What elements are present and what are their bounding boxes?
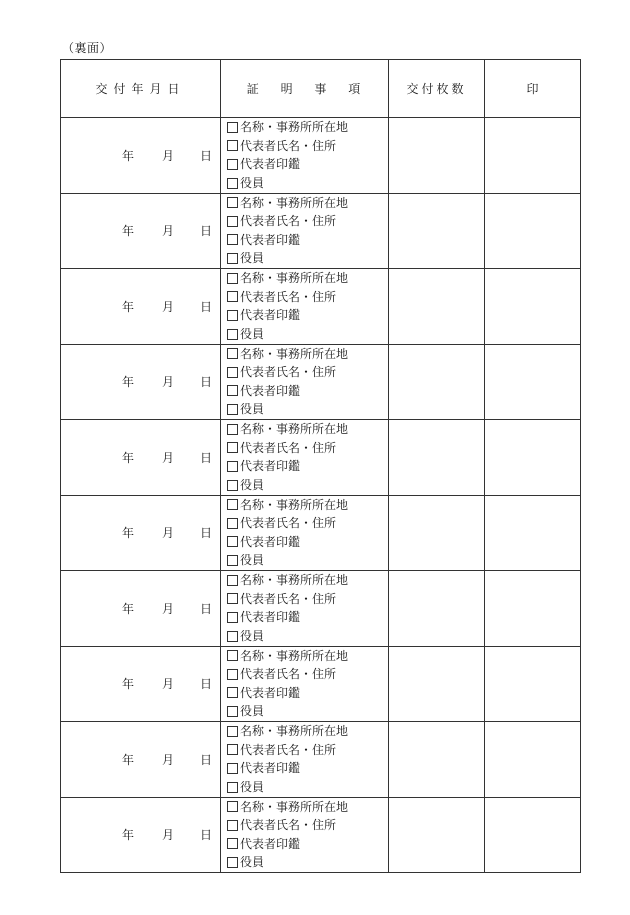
certified-item-option[interactable] — [227, 439, 388, 458]
certified-item-option[interactable] — [227, 722, 388, 741]
certified-item-label: 名称・事務所所在地 — [240, 120, 349, 134]
table-row — [61, 495, 581, 571]
checkbox[interactable] — [227, 159, 238, 170]
checkbox[interactable] — [227, 726, 238, 737]
certified-item-option[interactable] — [227, 741, 388, 760]
day-label: 日 — [199, 224, 212, 239]
certified-item-label: 名称・事務所所在地 — [240, 648, 349, 663]
certified-items-cell — [221, 344, 389, 420]
day-label: 日 — [199, 828, 212, 843]
certified-item-label: 名称・事務所所在地 — [240, 724, 349, 738]
checkbox[interactable] — [227, 555, 238, 566]
certified-items-cell — [221, 495, 389, 571]
checkbox[interactable] — [227, 782, 238, 793]
certified-item-label: 役員 — [240, 704, 265, 719]
table-body — [61, 118, 581, 873]
certified-item-option[interactable] — [227, 702, 388, 721]
certified-item-option[interactable] — [227, 363, 388, 382]
month-label: 月 — [161, 752, 174, 767]
certified-item-option[interactable] — [227, 174, 388, 193]
date-units — [61, 222, 220, 239]
seal-cell[interactable] — [485, 118, 581, 194]
certified-item-label: 代表者氏名・住所 — [240, 440, 337, 455]
certified-item-option[interactable] — [227, 457, 388, 476]
certified-items-cell — [221, 646, 389, 722]
year-label: 年 — [121, 148, 134, 163]
header-seal: 印 — [485, 60, 581, 118]
certified-item-label: 代表者印鑑 — [240, 534, 301, 549]
checkbox[interactable] — [227, 650, 238, 661]
certified-items-cell — [221, 571, 389, 647]
seal-cell[interactable] — [485, 646, 581, 722]
certified-item-option[interactable] — [227, 778, 388, 797]
certified-item-label: 代表者氏名・住所 — [240, 365, 337, 380]
checkbox[interactable] — [227, 385, 238, 396]
certified-item-option[interactable] — [227, 590, 388, 609]
certified-item-label: 代表者氏名・住所 — [240, 818, 337, 833]
certified-item-option[interactable] — [227, 533, 388, 552]
year-label: 年 — [121, 828, 134, 843]
checkbox[interactable] — [227, 612, 238, 623]
certified-item-option[interactable] — [227, 759, 388, 778]
certified-item-label: 代表者氏名・住所 — [240, 289, 337, 304]
seal-cell[interactable] — [485, 797, 581, 873]
table-row — [61, 571, 581, 647]
checkbox[interactable] — [227, 329, 238, 340]
month-label: 月 — [161, 526, 174, 541]
checkbox[interactable] — [227, 178, 238, 189]
issue-date-cell[interactable] — [61, 495, 221, 571]
certified-item-label: 代表者印鑑 — [240, 761, 301, 776]
month-label: 月 — [161, 224, 174, 239]
checkbox[interactable] — [227, 310, 238, 321]
table-row — [61, 118, 581, 194]
certified-item-option[interactable] — [227, 420, 388, 439]
issue-date-cell[interactable] — [61, 269, 221, 345]
year-label: 年 — [121, 450, 134, 465]
certified-items-cell — [221, 118, 389, 194]
checkbox[interactable] — [227, 744, 238, 755]
checkbox[interactable] — [227, 820, 238, 831]
certified-item-option[interactable] — [227, 627, 388, 646]
seal-cell[interactable] — [485, 269, 581, 345]
header-issue-count: 交付枚数 — [389, 60, 485, 118]
certified-item-label: 代表者氏名・住所 — [240, 591, 337, 606]
certified-item-label: 役員 — [240, 779, 265, 794]
checkbox[interactable] — [227, 122, 238, 133]
year-label: 年 — [121, 224, 134, 239]
certified-item-option[interactable] — [227, 325, 388, 344]
year-label: 年 — [121, 601, 134, 616]
day-label: 日 — [199, 375, 212, 390]
certified-item-label: 代表者印鑑 — [240, 685, 301, 700]
seal-cell[interactable] — [485, 344, 581, 420]
issue-count-cell[interactable] — [389, 420, 485, 496]
table-header-row — [61, 60, 581, 118]
day-label: 日 — [199, 752, 212, 767]
certified-item-option[interactable] — [227, 853, 388, 872]
month-label: 月 — [161, 299, 174, 314]
certified-items-cell — [221, 193, 389, 269]
certified-item-option[interactable] — [227, 231, 388, 250]
certified-item-label: 役員 — [240, 402, 265, 417]
month-label: 月 — [161, 828, 174, 843]
checkbox[interactable] — [227, 442, 238, 453]
table-row — [61, 420, 581, 496]
certified-item-option[interactable] — [227, 608, 388, 627]
certified-item-label: 役員 — [240, 628, 265, 643]
issue-date-cell[interactable] — [61, 118, 221, 194]
certified-item-option[interactable] — [227, 476, 388, 495]
checkbox[interactable] — [227, 348, 238, 359]
certified-item-label: 代表者印鑑 — [240, 308, 301, 323]
certified-item-option[interactable] — [227, 400, 388, 419]
issue-count-cell[interactable] — [389, 495, 485, 571]
checkbox[interactable] — [227, 518, 238, 529]
date-units — [61, 449, 220, 466]
issue-count-cell[interactable] — [389, 722, 485, 798]
certified-item-label: 役員 — [240, 477, 265, 492]
certified-item-label: 役員 — [240, 251, 265, 266]
table-row — [61, 193, 581, 269]
certified-item-label: 名称・事務所所在地 — [240, 799, 349, 814]
issuance-record-table — [60, 59, 581, 873]
certified-items-cell — [221, 420, 389, 496]
header-certified-items: 証 明 事 項 — [221, 60, 389, 118]
table-row — [61, 722, 581, 798]
checkbox[interactable] — [227, 291, 238, 302]
checkbox[interactable] — [227, 857, 238, 868]
date-units — [61, 826, 220, 843]
issue-count-cell[interactable] — [389, 269, 485, 345]
certified-item-label: 代表者氏名・住所 — [240, 667, 337, 682]
year-label: 年 — [121, 375, 134, 390]
checkbox[interactable] — [227, 593, 238, 604]
certified-item-option[interactable] — [227, 288, 388, 307]
checkbox[interactable] — [227, 669, 238, 680]
certified-item-label: 名称・事務所所在地 — [240, 195, 349, 210]
certified-item-label: 代表者氏名・住所 — [240, 138, 337, 153]
checkbox[interactable] — [227, 197, 238, 208]
certified-item-option[interactable] — [227, 269, 388, 288]
certified-item-option[interactable] — [227, 551, 388, 570]
certified-item-label: 役員 — [240, 175, 265, 190]
seal-cell[interactable] — [485, 193, 581, 269]
year-label: 年 — [121, 752, 134, 767]
certified-item-label: 代表者印鑑 — [240, 157, 301, 172]
issue-count-cell[interactable] — [389, 646, 485, 722]
checkbox[interactable] — [227, 536, 238, 547]
header-issue-date: 交付年月日 — [61, 60, 221, 118]
checkbox[interactable] — [227, 273, 238, 284]
year-label: 年 — [121, 677, 134, 692]
checkbox[interactable] — [227, 253, 238, 264]
certified-item-label: 代表者印鑑 — [240, 610, 301, 625]
issue-count-cell[interactable] — [389, 571, 485, 647]
date-units — [61, 600, 220, 617]
issue-date-cell[interactable] — [61, 571, 221, 647]
certified-item-option[interactable] — [227, 212, 388, 231]
certified-item-option[interactable] — [227, 306, 388, 325]
checkbox[interactable] — [227, 575, 238, 586]
day-label: 日 — [199, 450, 212, 465]
table-row — [61, 797, 581, 873]
page-side-label: （裏面） — [62, 41, 113, 55]
year-label: 年 — [121, 299, 134, 314]
certified-item-label: 代表者氏名・住所 — [240, 214, 337, 229]
issue-date-cell[interactable] — [61, 420, 221, 496]
month-label: 月 — [161, 148, 174, 163]
issue-date-cell[interactable] — [61, 193, 221, 269]
certified-item-option[interactable] — [227, 835, 388, 854]
issue-count-cell[interactable] — [389, 193, 485, 269]
issue-date-cell[interactable] — [61, 722, 221, 798]
issue-count-cell[interactable] — [389, 118, 485, 194]
certified-item-option[interactable] — [227, 514, 388, 533]
certified-item-label: 代表者氏名・住所 — [240, 516, 337, 531]
certified-items-cell — [221, 722, 389, 798]
day-label: 日 — [199, 526, 212, 541]
table-row — [61, 646, 581, 722]
table-row — [61, 269, 581, 345]
certified-item-option[interactable] — [227, 647, 388, 666]
certified-item-option[interactable] — [227, 665, 388, 684]
month-label: 月 — [161, 677, 174, 692]
checkbox[interactable] — [227, 838, 238, 849]
checkbox[interactable] — [227, 499, 238, 510]
certified-item-option[interactable] — [227, 816, 388, 835]
checkbox[interactable] — [227, 424, 238, 435]
date-units — [61, 751, 220, 768]
date-units — [61, 298, 220, 315]
issue-date-cell[interactable] — [61, 646, 221, 722]
month-label: 月 — [161, 375, 174, 390]
certified-item-option[interactable] — [227, 684, 388, 703]
date-units — [61, 147, 220, 164]
issue-count-cell[interactable] — [389, 797, 485, 873]
checkbox[interactable] — [227, 216, 238, 227]
certified-item-option[interactable] — [227, 382, 388, 401]
issue-date-cell[interactable] — [61, 344, 221, 420]
certified-item-label: 名称・事務所所在地 — [240, 573, 349, 587]
date-units — [61, 675, 220, 692]
certified-item-label: 役員 — [240, 855, 265, 870]
certified-item-option[interactable] — [227, 194, 388, 213]
checkbox[interactable] — [227, 140, 238, 151]
checkbox[interactable] — [227, 367, 238, 378]
certified-item-label: 名称・事務所所在地 — [240, 346, 349, 361]
certified-item-label: 名称・事務所所在地 — [240, 497, 349, 512]
certified-item-label: 役員 — [240, 553, 265, 568]
day-label: 日 — [199, 148, 212, 163]
year-label: 年 — [121, 526, 134, 541]
certified-item-label: 名称・事務所所在地 — [240, 422, 349, 436]
checkbox[interactable] — [227, 687, 238, 698]
certified-item-option[interactable] — [227, 345, 388, 364]
certified-item-option[interactable] — [227, 496, 388, 515]
certified-item-option[interactable] — [227, 571, 388, 590]
certified-item-option[interactable] — [227, 137, 388, 156]
issue-count-cell[interactable] — [389, 344, 485, 420]
checkbox[interactable] — [227, 763, 238, 774]
table-row — [61, 344, 581, 420]
certified-item-option[interactable] — [227, 798, 388, 817]
month-label: 月 — [161, 450, 174, 465]
day-label: 日 — [199, 601, 212, 616]
certified-items-cell — [221, 797, 389, 873]
seal-cell[interactable] — [485, 420, 581, 496]
certified-item-label: 代表者氏名・住所 — [240, 742, 337, 757]
date-units — [61, 524, 220, 541]
issue-date-cell[interactable] — [61, 797, 221, 873]
certified-item-option[interactable] — [227, 249, 388, 268]
seal-cell[interactable] — [485, 722, 581, 798]
certified-item-label: 代表者印鑑 — [240, 459, 301, 474]
certified-items-cell — [221, 269, 389, 345]
seal-cell[interactable] — [485, 495, 581, 571]
certified-item-label: 代表者印鑑 — [240, 383, 301, 398]
certified-item-label: 代表者印鑑 — [240, 836, 301, 851]
checkbox[interactable] — [227, 801, 238, 812]
certified-item-label: 役員 — [240, 326, 265, 341]
checkbox[interactable] — [227, 461, 238, 472]
date-units — [61, 373, 220, 390]
checkbox[interactable] — [227, 480, 238, 491]
month-label: 月 — [161, 601, 174, 616]
checkbox[interactable] — [227, 234, 238, 245]
checkbox[interactable] — [227, 404, 238, 415]
checkbox[interactable] — [227, 631, 238, 642]
day-label: 日 — [199, 677, 212, 692]
certified-item-option[interactable] — [227, 118, 388, 137]
certified-item-label: 名称・事務所所在地 — [240, 271, 349, 285]
certified-item-option[interactable] — [227, 155, 388, 174]
checkbox[interactable] — [227, 706, 238, 717]
seal-cell[interactable] — [485, 571, 581, 647]
day-label: 日 — [199, 299, 212, 314]
certified-item-label: 代表者印鑑 — [240, 232, 301, 247]
